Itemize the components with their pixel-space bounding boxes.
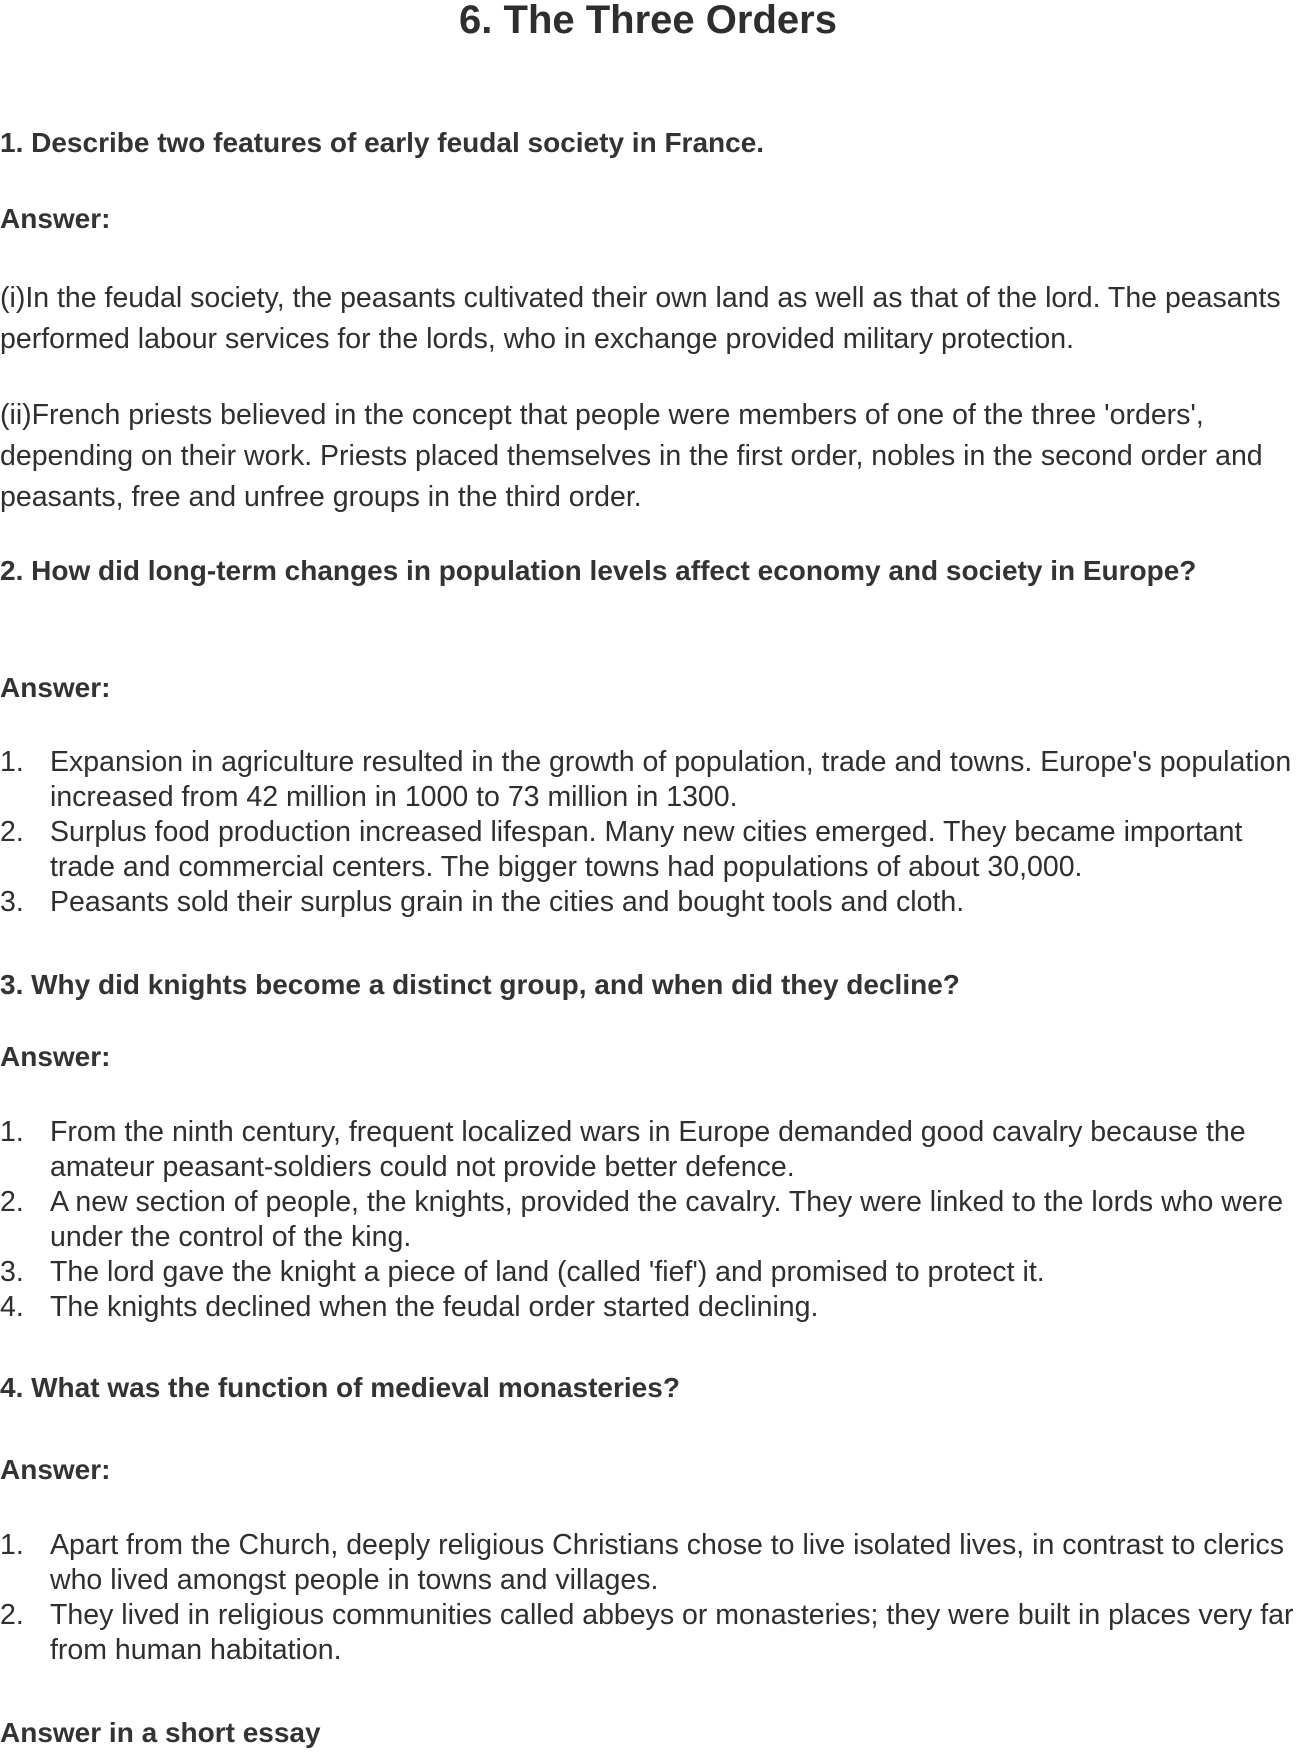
list-item: 1. Expansion in agriculture resulted in the growth of population, trade and towns. Europe's population increased from 42 million in 1000 to 73 million in 1300.: [0, 746, 1292, 813]
list-item: 1. From the ninth century, frequent localized wars in Europe demanded good cavalry because the amateur peasant-soldiers could not provide better defence.: [0, 1116, 1246, 1183]
question-3: 3. Why did knights become a distinct group, and when did they decline?: [0, 969, 960, 1000]
list-item: 3. The lord gave the knight a piece of land (called 'fief') and promised to protect it.: [0, 1256, 1045, 1288]
question-1: 1. Describe two features of early feudal society in France.: [0, 127, 765, 158]
list-item: 1. Apart from the Church, deeply religious Christians chose to live isolated lives, in contrast to clerics who lived amongst people in towns and villages.: [0, 1529, 1284, 1596]
question-4: 4. What was the function of medieval monasteries?: [0, 1372, 680, 1403]
page-title: 6. The Three Orders: [459, 0, 837, 42]
list-item: 3. Peasants sold their surplus grain in the cities and bought tools and cloth.: [0, 886, 965, 918]
answer-label-4: Answer:: [0, 1454, 111, 1485]
list-item: 4. The knights declined when the feudal order started declining.: [0, 1291, 819, 1323]
answer-label-1: Answer:: [0, 203, 111, 234]
q3-answer-list: [0, 1115, 1296, 1325]
q1-paragraph-2: (ii)French priests believed in the concept that people were members of one of the three 'orders', depending on their work. Priests placed themselves in the first order, nobles in the second order and peasants, free and unfree groups in the third order.: [0, 399, 1263, 513]
question-2: 2. How did long-term changes in population levels affect economy and society in Europe?: [0, 555, 1197, 586]
list-item: 2. A new section of people, the knights, provided the cavalry. They were linked to the lords who were under the control of the king.: [0, 1186, 1284, 1253]
list-item: 2. They lived in religious communities called abbeys or monasteries; they were built in places very far from human habitation.: [0, 1599, 1294, 1666]
q2-answer-list: [0, 745, 1296, 920]
section-heading-short-essay: Answer in a short essay: [0, 1717, 321, 1748]
list-item: 2. Surplus food production increased lifespan. Many new cities emerged. They became important trade and commercial centers. The bigger towns had populations of about 30,000.: [0, 816, 1243, 883]
q1-paragraph-1: (i)In the feudal society, the peasants cultivated their own land as well as that of the lord. The peasants performed labour services for the lords, who in exchange provided military protection.: [0, 282, 1281, 355]
answer-label-2: Answer:: [0, 672, 111, 703]
answer-label-3: Answer:: [0, 1041, 111, 1072]
q4-answer-list: [0, 1528, 1296, 1668]
